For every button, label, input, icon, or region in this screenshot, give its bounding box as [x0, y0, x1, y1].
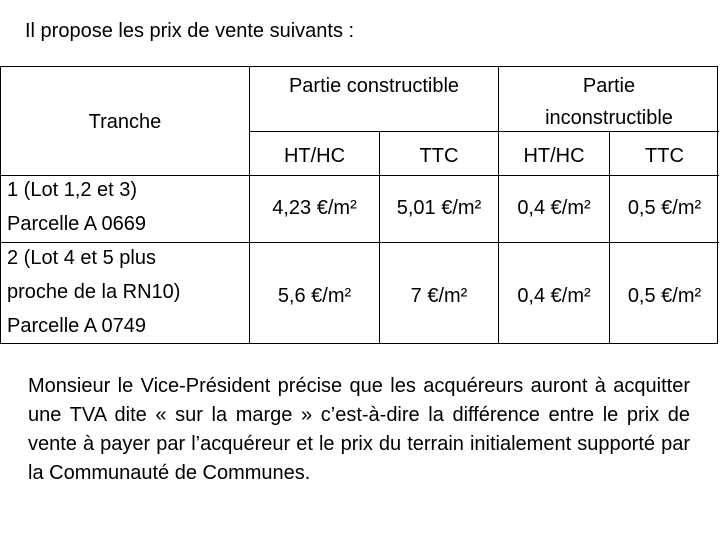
row2-ttc-inconstructible: 0,5 €/m²	[627, 285, 702, 307]
row1-ttc-constructible: 5,01 €/m²	[396, 197, 482, 219]
header-ht-inconstructible: HT/HC	[523, 145, 585, 167]
row1-ht-constructible: 4,23 €/m²	[272, 197, 357, 219]
row2-tranche-line: 2 (Lot 4 et 5 plus	[7, 247, 156, 269]
row1-tranche-line: 1 (Lot 1,2 et 3)	[7, 179, 138, 201]
row2-tranche-line: Parcelle A 0749	[7, 315, 146, 337]
row1-ttc-inconstructible: 0,5 €/m²	[627, 197, 702, 219]
header-ttc-constructible: TTC	[419, 145, 459, 167]
header-inconstructible-line1: Partie	[582, 75, 636, 97]
row2-ttc-constructible: 7 €/m²	[410, 285, 468, 307]
row2-tranche-line: proche de la RN10)	[7, 281, 181, 303]
row2-ht-constructible: 5,6 €/m²	[277, 285, 352, 307]
header-ht-constructible: HT/HC	[283, 145, 346, 167]
table-divider-horizontal	[249, 131, 719, 132]
table-divider-horizontal	[1, 175, 719, 176]
header-constructible: Partie constructible	[288, 75, 460, 97]
intro-text: Il propose les prix de vente suivants :	[25, 20, 355, 42]
header-ttc-inconstructible: TTC	[645, 145, 684, 167]
explanation-paragraph: Monsieur le Vice-Président précise que les acquéreurs auront à acquitter une TVA dite « sur la marge » c’est-à-dire la différence entre le prix de vente à payer par l’acquéreur et le prix du terrain initialement supporté par la Communauté de Communes.	[28, 375, 690, 484]
row2-ht-inconstructible: 0,4 €/m²	[517, 285, 591, 307]
price-table	[0, 66, 718, 344]
table-divider-horizontal	[1, 242, 719, 243]
header-tranche: Tranche	[88, 111, 162, 133]
header-inconstructible-line2: inconstructible	[545, 107, 673, 129]
row1-ht-inconstructible: 0,4 €/m²	[517, 197, 591, 219]
row1-tranche-line: Parcelle A 0669	[7, 213, 146, 235]
